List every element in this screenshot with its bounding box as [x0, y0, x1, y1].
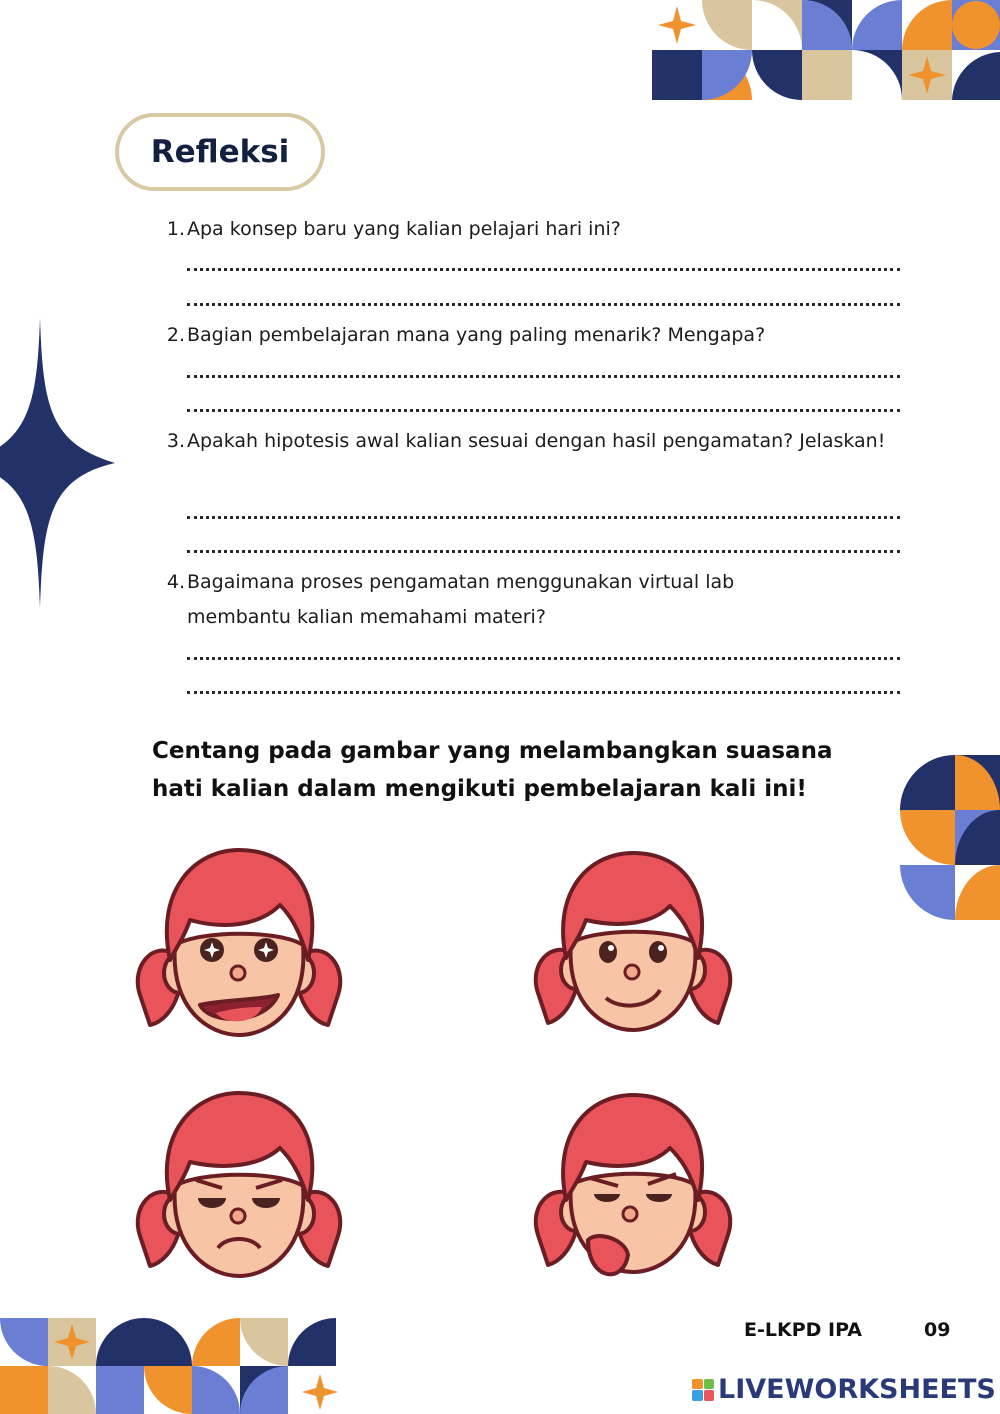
answer-line[interactable] — [187, 268, 900, 271]
bottom-left-pattern — [0, 1318, 345, 1414]
footer-label: E-LKPD IPA — [744, 1319, 862, 1341]
question-number: 3. — [166, 430, 185, 452]
top-right-pattern — [652, 0, 1000, 100]
answer-line[interactable] — [187, 409, 900, 412]
sparkle-star-icon — [0, 318, 115, 608]
right-pattern — [900, 755, 1000, 920]
answer-line[interactable] — [187, 550, 900, 553]
question-text: Apa konsep baru yang kalian pelajari hari ini? — [187, 218, 621, 240]
question-2 — [165, 318, 905, 353]
question-number: 1. — [166, 218, 185, 240]
answer-line[interactable] — [187, 303, 900, 306]
question-text: Bagaimana proses pengamatan menggunakan virtual lab membantu kalian memahami materi? — [187, 571, 735, 628]
question-text: Bagian pembelajaran mana yang paling menarik? Mengapa? — [187, 324, 766, 346]
liveworksheets-logo-icon — [692, 1379, 714, 1401]
question-3 — [165, 424, 905, 459]
liveworksheets-brand[interactable] — [692, 1374, 996, 1405]
happy-face[interactable] — [528, 848, 738, 1043]
page-title: Refleksi — [150, 134, 290, 170]
title-badge — [115, 113, 325, 191]
brand-name: LIVEWORKSHEETS — [718, 1374, 996, 1405]
answer-line[interactable] — [187, 657, 900, 660]
disgusted-face[interactable] — [528, 1090, 738, 1285]
answer-line[interactable] — [187, 691, 900, 694]
instruction-text: Centang pada gambar yang melambangkan suasana hati kalian dalam mengikuti pembelajaran kali ini! — [152, 738, 833, 802]
page-number: 09 — [924, 1319, 951, 1341]
question-number: 4. — [166, 571, 185, 593]
question-number: 2. — [166, 324, 185, 346]
question-1 — [165, 212, 905, 247]
excited-face[interactable] — [130, 845, 348, 1050]
answer-line[interactable] — [187, 516, 900, 519]
sad-face[interactable] — [130, 1088, 348, 1288]
question-text: Apakah hipotesis awal kalian sesuai dengan hasil pengamatan? Jelaskan! — [187, 430, 886, 452]
answer-line[interactable] — [187, 375, 900, 378]
question-4 — [165, 565, 905, 635]
